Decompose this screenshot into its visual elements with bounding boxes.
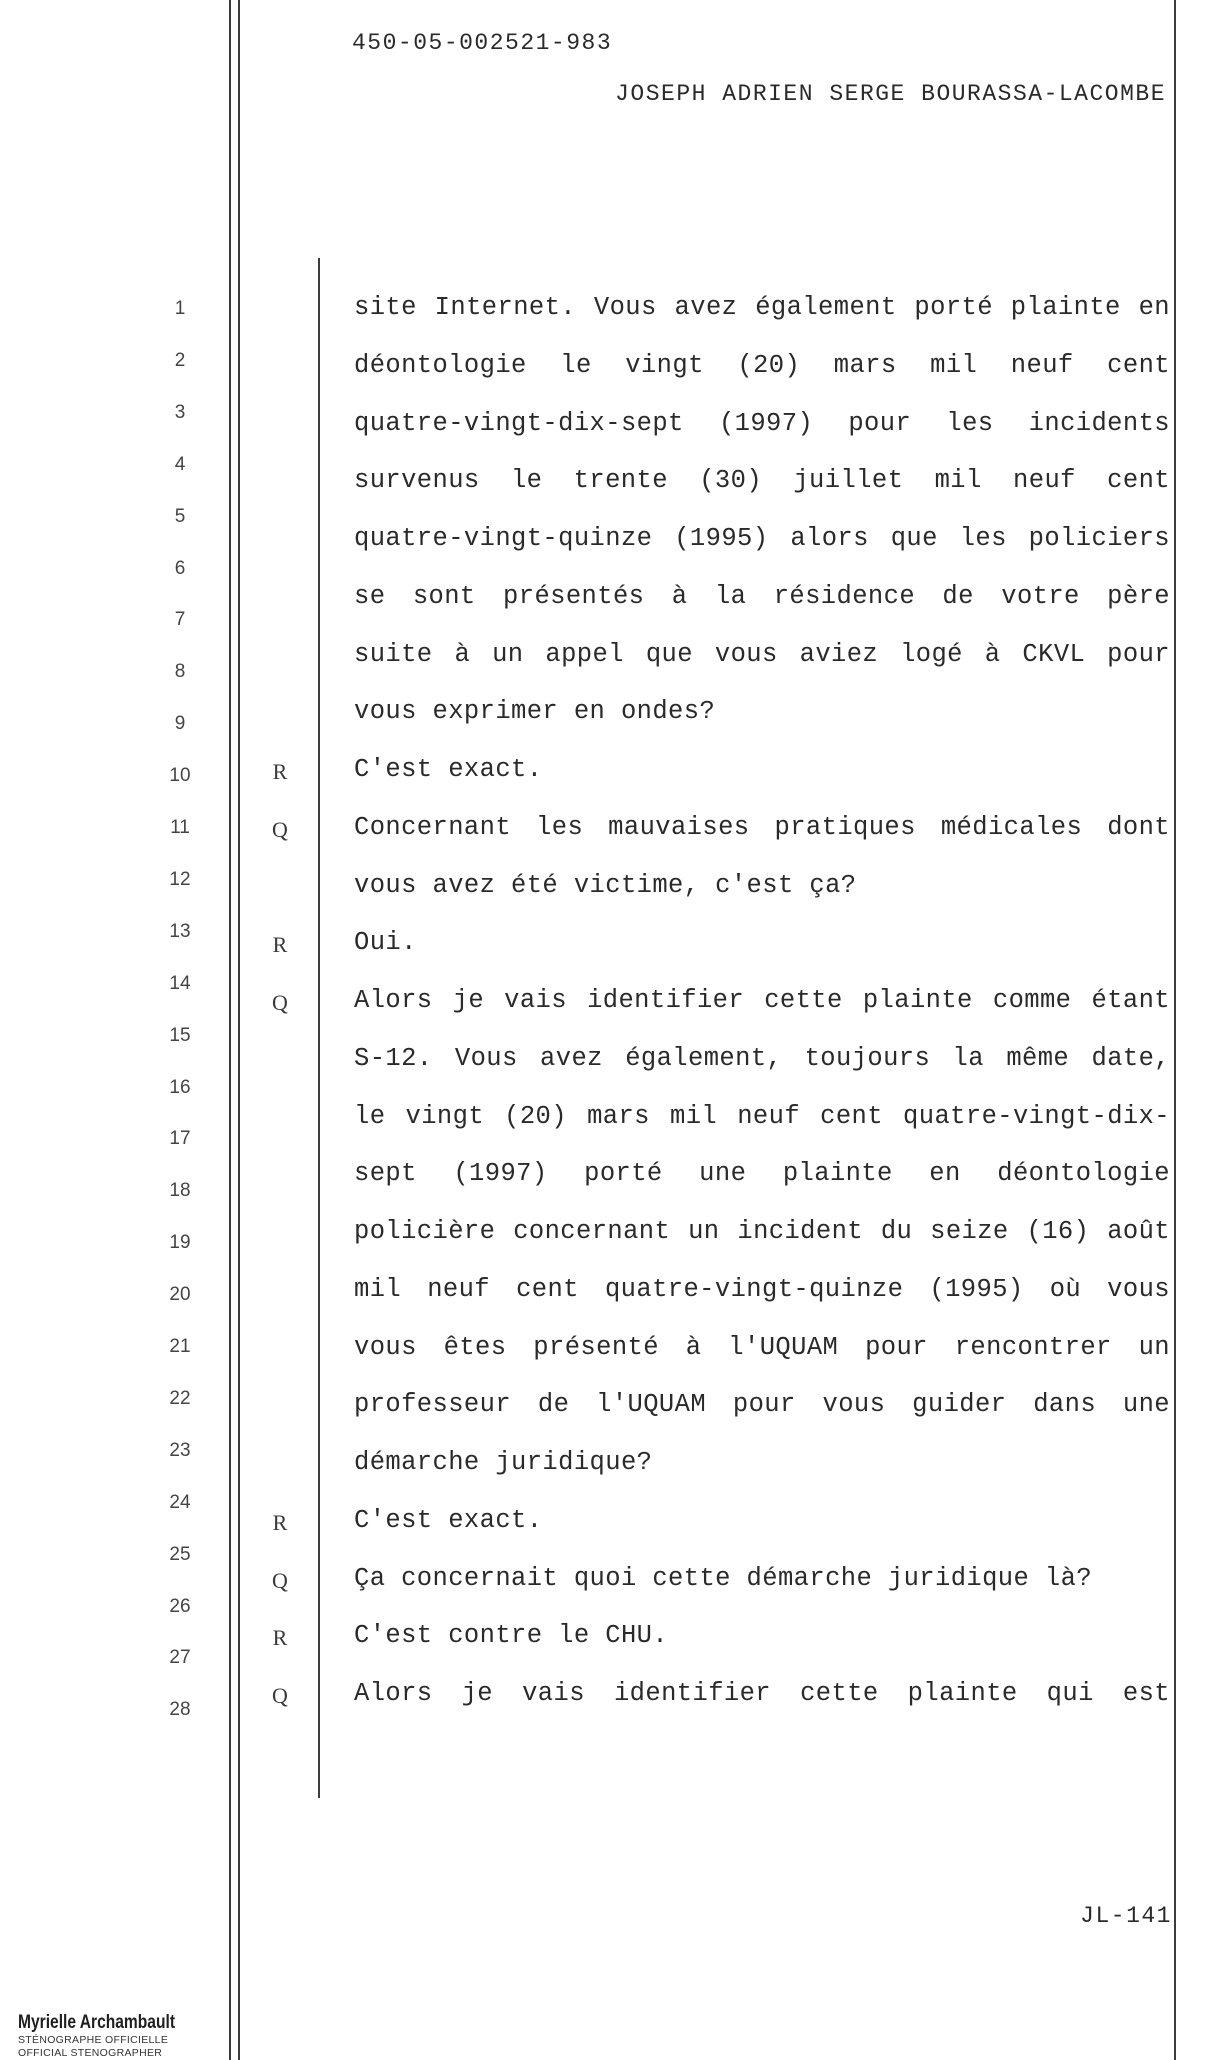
line-number: 17 bbox=[169, 1128, 191, 1150]
transcript-line: Alors je vais identifier cette plainte qui est bbox=[354, 1679, 1170, 1708]
line-number: 24 bbox=[169, 1491, 191, 1513]
line-number: 28 bbox=[169, 1699, 191, 1721]
stenographer-title-en: OFFICIAL STENOGRAPHER bbox=[18, 2047, 163, 2059]
line-number: 9 bbox=[174, 713, 186, 735]
file-number: 450-05-002521-983 bbox=[352, 30, 613, 56]
transcript-line: suite à un appel que vous aviez logé à CKVL pour bbox=[354, 639, 1170, 669]
line-number: 18 bbox=[169, 1180, 191, 1202]
transcript-line: se sont présentés à la résidence de votre père bbox=[354, 581, 1170, 611]
transcript-line: professeur de l'UQUAM pour vous guider dans une bbox=[354, 1390, 1170, 1420]
stenographer-title-fr: STÉNOGRAPHE OFFICIELLE bbox=[18, 2034, 169, 2046]
speaker-marker: Q bbox=[272, 1567, 288, 1593]
transcript-line: quatre-vingt-quinze (1995) alors que les policiers bbox=[354, 524, 1170, 553]
line-number: 3 bbox=[174, 401, 186, 423]
transcript-line: policière concernant un incident du seize (16) août bbox=[354, 1217, 1170, 1246]
transcript-line: C'est contre le CHU. bbox=[354, 1621, 669, 1651]
line-number: 4 bbox=[174, 453, 186, 475]
transcript-line: vous êtes présenté à l'UQUAM pour rencontrer un bbox=[354, 1332, 1170, 1362]
line-number: 16 bbox=[169, 1076, 191, 1098]
line-number: 10 bbox=[169, 765, 191, 787]
transcript-line: sept (1997) porté une plainte en déontologie bbox=[354, 1159, 1170, 1189]
transcript-line: Ça concernait quoi cette démarche juridique là? bbox=[354, 1563, 1093, 1593]
left-margin-rule-2 bbox=[238, 0, 240, 2060]
transcript-line: mil neuf cent quatre-vingt-quinze (1995) où vous bbox=[354, 1274, 1170, 1304]
line-number: 22 bbox=[169, 1387, 191, 1409]
line-number: 23 bbox=[169, 1439, 191, 1461]
line-number: 27 bbox=[169, 1647, 191, 1669]
transcript-line: Concernant les mauvaises pratiques médicales dont bbox=[354, 812, 1170, 842]
speaker-column-rule bbox=[318, 258, 320, 1798]
transcript-line: vous exprimer en ondes? bbox=[354, 697, 716, 727]
line-number: 15 bbox=[169, 1024, 191, 1046]
transcript-line: vous avez été victime, c'est ça? bbox=[354, 870, 857, 900]
transcript-line: C'est exact. bbox=[354, 755, 543, 784]
witness-name: JOSEPH ADRIEN SERGE BOURASSA-LACOMBE bbox=[615, 81, 1166, 107]
line-number: 26 bbox=[169, 1595, 191, 1617]
speaker-marker: R bbox=[272, 1625, 288, 1651]
speaker-marker: Q bbox=[272, 990, 288, 1015]
transcript-line: quatre-vingt-dix-sept (1997) pour les incidents bbox=[354, 408, 1170, 438]
line-number: 1 bbox=[174, 298, 186, 319]
line-number: 2 bbox=[174, 349, 186, 371]
line-number: 5 bbox=[174, 505, 186, 527]
transcript-line: S-12. Vous avez également, toujours la même date, bbox=[354, 1043, 1170, 1073]
speaker-marker: Q bbox=[272, 816, 288, 842]
line-number: 21 bbox=[169, 1336, 191, 1357]
line-number: 14 bbox=[169, 972, 191, 994]
stenographer-signature-block bbox=[18, 2012, 209, 2060]
line-number: 11 bbox=[170, 817, 190, 838]
transcript-line: le vingt (20) mars mil neuf cent quatre-vingt-dix- bbox=[354, 1101, 1170, 1131]
transcript-line: démarche juridique? bbox=[354, 1448, 653, 1477]
transcript-line: survenus le trente (30) juillet mil neuf cent bbox=[354, 466, 1170, 496]
speaker-marker: Q bbox=[272, 1683, 288, 1708]
line-number: 25 bbox=[169, 1543, 191, 1565]
transcript-line: C'est exact. bbox=[354, 1505, 543, 1535]
speaker-marker: R bbox=[272, 759, 288, 784]
line-number: 12 bbox=[169, 868, 191, 890]
line-number: 19 bbox=[169, 1232, 191, 1254]
transcript-line: déontologie le vingt (20) mars mil neuf cent bbox=[354, 350, 1170, 380]
line-number: 6 bbox=[174, 557, 186, 579]
speaker-marker: R bbox=[272, 932, 288, 958]
speaker-marker: R bbox=[272, 1509, 288, 1535]
stenographer-name: Myrielle Archambault bbox=[18, 2012, 176, 2033]
right-margin-rule bbox=[1174, 0, 1176, 2060]
transcript-line: site Internet. Vous avez également porté plainte en bbox=[354, 293, 1170, 322]
transcript-line: Oui. bbox=[354, 928, 417, 958]
line-number: 13 bbox=[169, 920, 191, 942]
line-number: 20 bbox=[169, 1284, 191, 1306]
left-margin-rule-1 bbox=[229, 0, 231, 2060]
page-identifier: JL-141 bbox=[1080, 1903, 1172, 1929]
line-number: 8 bbox=[174, 661, 186, 683]
line-number: 7 bbox=[174, 609, 186, 631]
transcript-line: Alors je vais identifier cette plainte comme étant bbox=[354, 986, 1170, 1015]
